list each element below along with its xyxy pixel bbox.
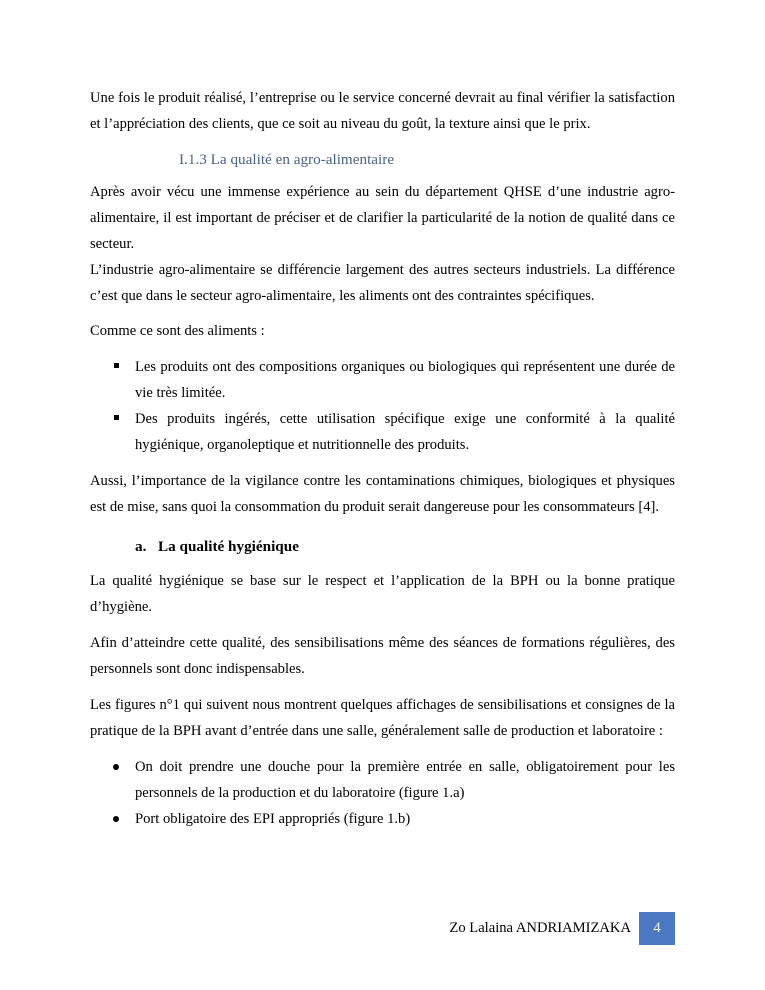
paragraph-difference: L’industrie agro-alimentaire se différencie largement des autres secteurs industriels. La différence c’est que dans le secteur agro-alimentaire, les aliments ont des contraintes spécifiques.	[90, 262, 675, 304]
footer-author: Zo Lalaina ANDRIAMIZAKA	[449, 920, 631, 936]
paragraph-intro: Une fois le produit réalisé, l’entreprise ou le service concerné devrait au final vérifier la satisfaction et l’appréciation des clients, que ce soit au niveau du goût, la texture ainsi que le prix.	[90, 90, 675, 132]
paragraph-formation: Afin d’atteindre cette qualité, des sensibilisations même des séances de formations régulières, des personnels sont donc indispensables.	[90, 635, 675, 677]
paragraph-aliments: Comme ce sont des aliments :	[90, 323, 265, 339]
list-item: Des produits ingérés, cette utilisation spécifique exige une conformité à la qualité hygiénique, organoleptique et nutritionnelle des produits.	[90, 406, 675, 458]
disc-bullet-list	[90, 754, 675, 832]
square-bullet-list	[90, 354, 675, 458]
document-page	[90, 85, 675, 832]
subsection-title: La qualité hygiénique	[158, 538, 299, 555]
subsection-heading	[135, 534, 675, 560]
page-footer	[449, 912, 675, 945]
page-number-badge: 4	[639, 912, 675, 945]
section-heading: I.1.3 La qualité en agro-alimentaire	[179, 151, 395, 168]
paragraph-vigilance: Aussi, l’importance de la vigilance contre les contaminations chimiques, biologiques et physiques est de mise, sans quoi la consommation du produit serait dangereuse pour les consommateurs [4].	[90, 473, 675, 515]
list-item: Les produits ont des compositions organiques ou biologiques qui représentent une durée de vie très limitée.	[90, 354, 675, 406]
list-item: Port obligatoire des EPI appropriés (figure 1.b)	[90, 806, 675, 832]
list-item: On doit prendre une douche pour la première entrée en salle, obligatoirement pour les personnels de la production et du laboratoire (figure 1.a)	[90, 754, 675, 806]
paragraph-experience: Après avoir vécu une immense expérience au sein du département QHSE d’une industrie agro-alimentaire, il est important de préciser et de clarifier la particularité de la notion de qualité dans ce secteur.	[90, 184, 675, 252]
subsection-number: a.	[135, 538, 147, 555]
paragraph-figures: Les figures n°1 qui suivent nous montrent quelques affichages de sensibilisations et consignes de la pratique de la BPH avant d’entrée dans une salle, généralement salle de production et laboratoire :	[90, 697, 675, 739]
paragraph-bph: La qualité hygiénique se base sur le respect et l’application de la BPH ou la bonne pratique d’hygiène.	[90, 573, 675, 615]
